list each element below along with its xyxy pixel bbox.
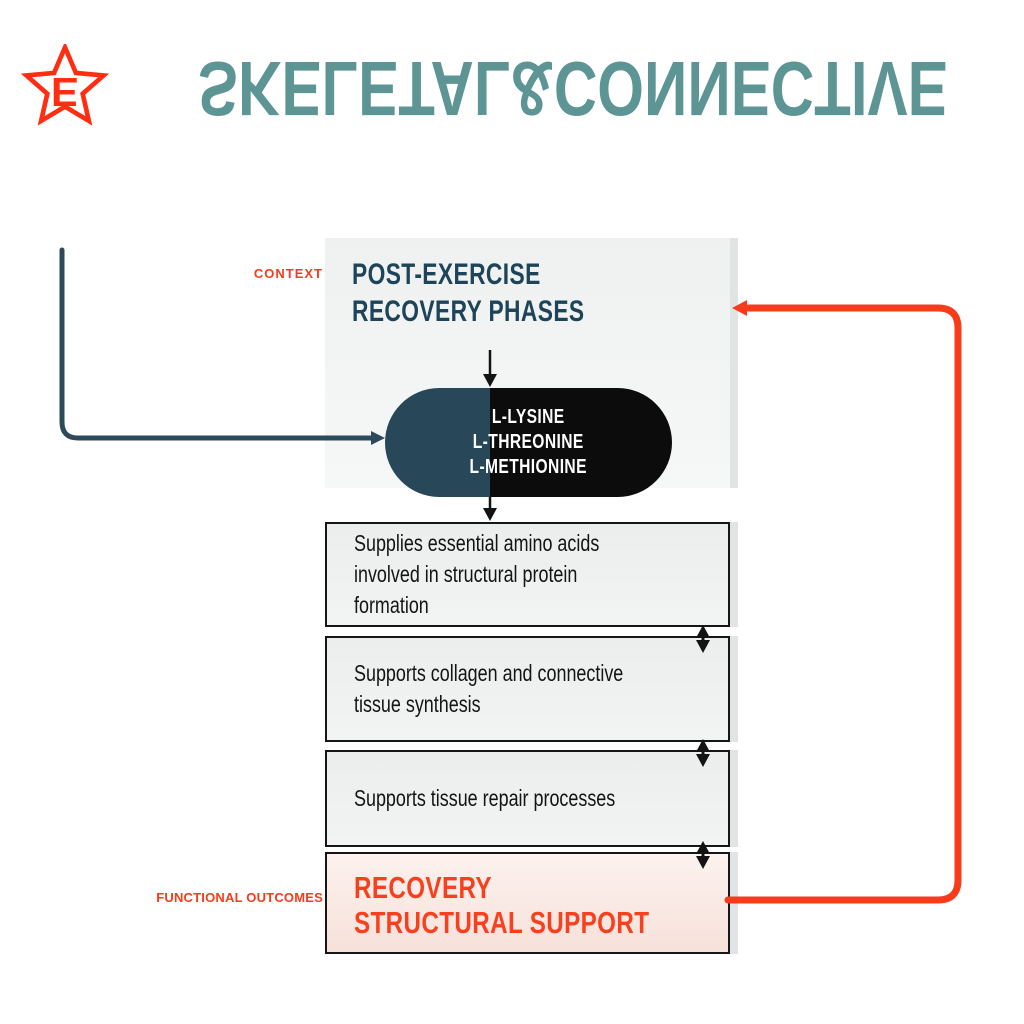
brand-wordmark: SKELETAL&CONNECTIVE — [198, 45, 948, 132]
step-box-1 — [325, 522, 730, 627]
amino-acid-1: L-LYSINE — [492, 406, 565, 428]
outcome-box — [325, 852, 730, 954]
outcome-line-2: STRUCTURAL SUPPORT — [354, 905, 650, 940]
functional-outcomes-label: FUNCTIONAL OUTCOMES — [156, 890, 323, 905]
feedback-loop-line — [728, 308, 958, 900]
outcome-line-1: RECOVERY — [354, 870, 492, 905]
amino-acid-3: L-METHIONINE — [469, 456, 588, 478]
amino-acid-2: L-THREONINE — [473, 431, 584, 453]
step-text-3: Supports tissue repair processes — [354, 785, 616, 811]
logo-letter: E — [51, 69, 79, 115]
context-label: CONTEXT — [253, 266, 323, 281]
amino-acid-capsule — [385, 388, 672, 497]
step-text-1: Supplies essential amino acids involved in structural protein formation — [354, 530, 600, 618]
title-line-1: POST-EXERCISE — [352, 258, 541, 291]
amino-acid-list — [470, 405, 587, 480]
step-box-2 — [325, 636, 730, 742]
step-text-2: Supports collagen and connective tissue synthesis — [354, 660, 624, 717]
step-box-3 — [325, 750, 730, 847]
title-line-2: RECOVERY PHASES — [352, 295, 585, 328]
title-box-heading — [352, 256, 639, 330]
